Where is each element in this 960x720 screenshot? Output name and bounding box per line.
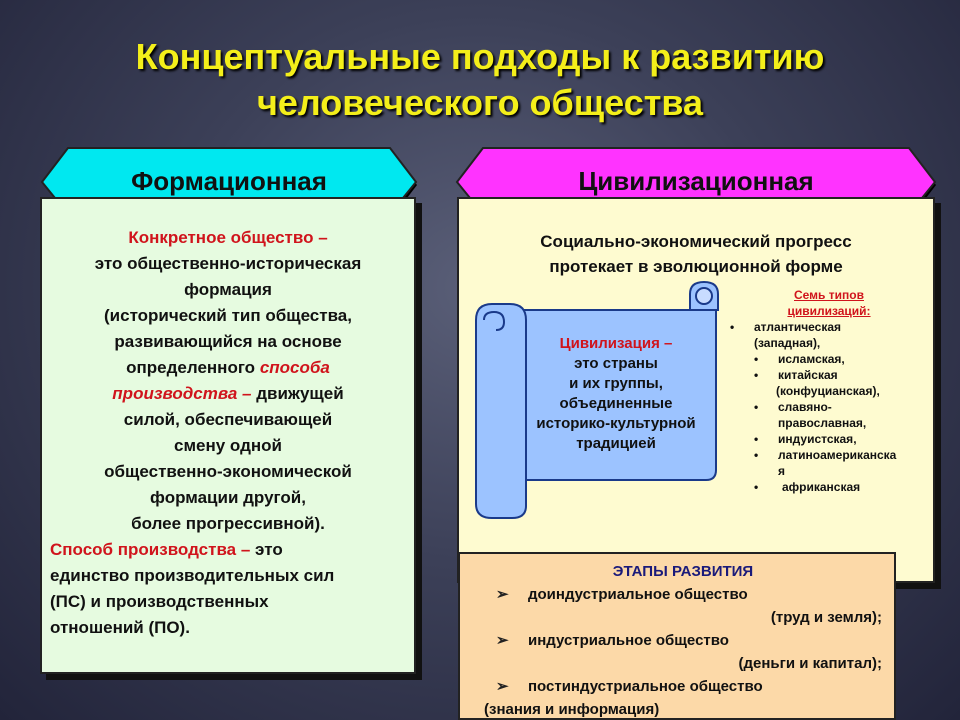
formational-line-5: определенного bbox=[126, 358, 256, 377]
civilization-line-4: историко-культурной bbox=[536, 415, 696, 432]
slide-title bbox=[0, 34, 960, 126]
slide-title-line-1: Концептуальные подходы к развитию bbox=[135, 36, 825, 77]
civilization-type-item: • китайская bbox=[754, 368, 838, 382]
civilization-type-item: латиноамериканска bbox=[778, 448, 897, 462]
civilization-type-item: православная, bbox=[778, 416, 867, 430]
formational-line-8: смену одной bbox=[174, 436, 282, 455]
stage-name: индустриальное общество bbox=[528, 632, 729, 649]
formational-line-4: развивающийся на основе bbox=[114, 332, 342, 351]
stage-name: доиндустриальное общество bbox=[528, 586, 748, 603]
stage-factors: (знания и информация) bbox=[484, 701, 660, 718]
arrow-bullet-icon: ➢ bbox=[496, 586, 509, 603]
formational-highlight-2: производства – bbox=[112, 384, 252, 403]
civilizational-header-label: Цивилизационная bbox=[578, 165, 814, 196]
stage-item bbox=[482, 629, 884, 652]
seven-types-title-1: Семь типов bbox=[794, 288, 864, 302]
stages-title: ЭТАПЫ РАЗВИТИЯ bbox=[612, 563, 754, 580]
bullet-icon: • bbox=[754, 480, 759, 494]
formational-line-12: это bbox=[255, 540, 283, 559]
civilization-line-2: и их группы, bbox=[569, 375, 663, 392]
stage-item bbox=[482, 583, 884, 606]
civilization-types bbox=[720, 319, 932, 495]
bullet-icon: • bbox=[730, 320, 735, 334]
formational-line-5-row bbox=[50, 355, 406, 381]
civilizational-lead bbox=[459, 229, 933, 279]
formational-line-12-row bbox=[50, 537, 406, 563]
formational-term-2: Способ производства – bbox=[50, 540, 251, 559]
formational-line-14: (ПС) и производственных bbox=[50, 592, 269, 611]
arrow-bullet-icon: ➢ bbox=[496, 632, 509, 649]
bullet-icon: • bbox=[754, 432, 759, 446]
formational-line-13: единство производительных сил bbox=[50, 566, 335, 585]
stage-factors: (деньги и капитал); bbox=[738, 655, 882, 672]
civilization-definition bbox=[510, 334, 722, 454]
bullet-icon: • bbox=[754, 448, 759, 462]
civilizational-lead-line-2: протекает в эволюционной форме bbox=[549, 257, 843, 276]
seven-types-list bbox=[720, 287, 932, 495]
formational-header-label: Формационная bbox=[131, 165, 327, 196]
civilizational-lead-line-1: Социально-экономический прогресс bbox=[540, 232, 852, 251]
arrow-bullet-icon: ➢ bbox=[496, 678, 509, 695]
formational-line-6: движущей bbox=[256, 384, 344, 403]
civilization-type-item: • атлантическая bbox=[730, 320, 842, 334]
formational-line-2: формация bbox=[184, 280, 272, 299]
slide-title-line-2: человеческого общества bbox=[256, 82, 704, 123]
civilization-type-item: • африканская bbox=[754, 480, 861, 494]
formational-highlight-1: способа bbox=[259, 358, 330, 377]
formational-line-11: более прогрессивной). bbox=[131, 514, 325, 533]
civilization-type-item: • славяно- bbox=[754, 400, 832, 414]
civilization-type-item: (конфуцианская), bbox=[776, 384, 880, 398]
civilization-line-3: объединенные bbox=[559, 395, 673, 412]
development-stages-panel bbox=[458, 552, 896, 720]
formational-term: Конкретное общество – bbox=[128, 228, 328, 247]
stage-name: постиндустриальное общество bbox=[528, 678, 763, 695]
stage-item bbox=[482, 675, 884, 698]
bullet-icon: • bbox=[754, 368, 759, 382]
formational-line-3: (исторический тип общества, bbox=[104, 306, 352, 325]
formational-panel bbox=[40, 197, 416, 674]
civilization-term: Цивилизация – bbox=[559, 335, 673, 352]
bullet-icon: • bbox=[754, 400, 759, 414]
formational-line-10: формации другой, bbox=[150, 488, 306, 507]
stage-factors: (труд и земля); bbox=[770, 609, 882, 626]
seven-types-title-2: цивилизаций: bbox=[787, 304, 871, 318]
bullet-icon: • bbox=[754, 352, 759, 366]
civilization-line-5: традицией bbox=[576, 435, 656, 452]
civilization-type-item: я bbox=[778, 464, 786, 478]
formational-line-9: общественно-экономической bbox=[104, 462, 352, 481]
civilization-type-item: • исламская, bbox=[754, 352, 845, 366]
formational-line-7: силой, обеспечивающей bbox=[123, 410, 333, 429]
formational-line-6-row bbox=[50, 381, 406, 407]
civilization-line-1: это страны bbox=[574, 355, 658, 372]
formational-line-15: отношений (ПО). bbox=[50, 618, 190, 637]
civilization-type-item: • индуистская, bbox=[754, 432, 857, 446]
civilization-type-item: (западная), bbox=[754, 336, 821, 350]
formational-line-1: это общественно-историческая bbox=[94, 254, 362, 273]
